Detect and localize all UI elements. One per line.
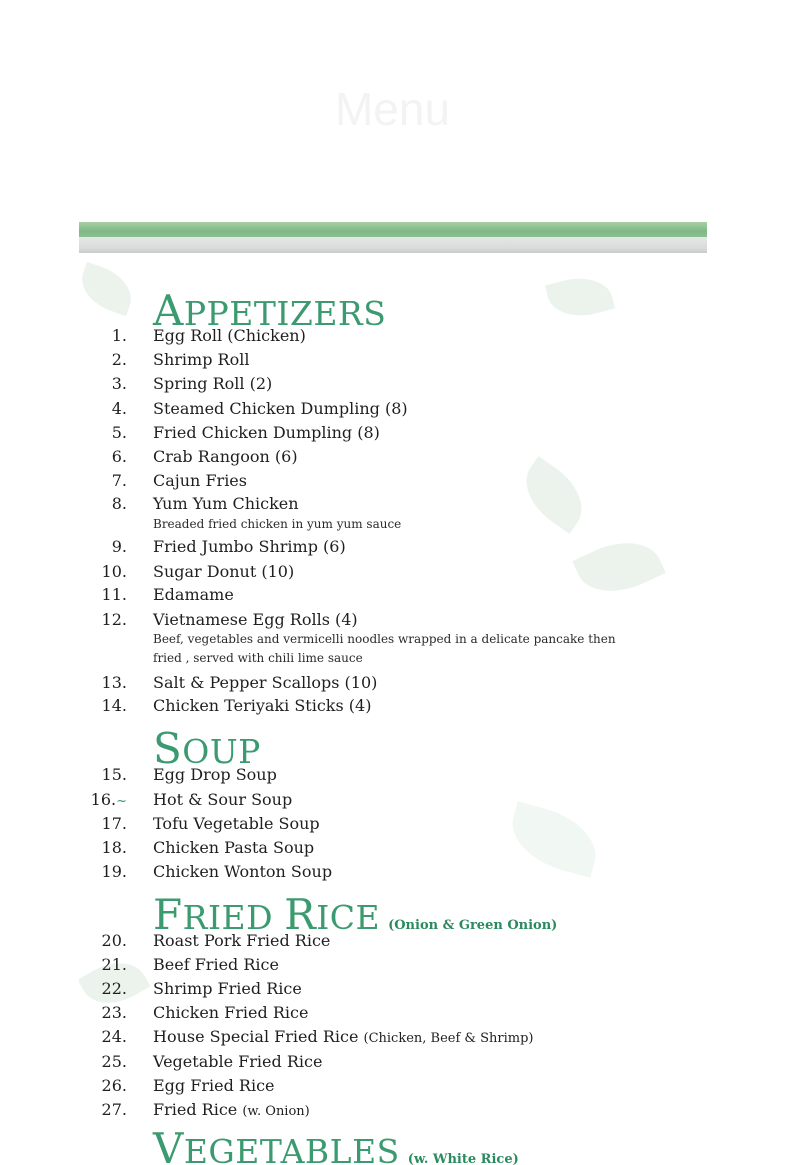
section-title-appetizers: APPETIZERS bbox=[153, 286, 387, 335]
list-item: 18. Chicken Pasta Soup bbox=[101, 838, 315, 857]
header-band-grey bbox=[79, 237, 707, 253]
list-item: 22. Shrimp Fried Rice bbox=[101, 979, 302, 998]
list-item: 1. Egg Roll (Chicken) bbox=[111, 326, 306, 345]
list-item: 24. House Special Fried Rice (Chicken, Beef & Shrimp) bbox=[101, 1027, 534, 1046]
leaf-decoration bbox=[545, 270, 615, 325]
list-item: 17. Tofu Vegetable Soup bbox=[101, 814, 320, 833]
leaf-decoration bbox=[79, 262, 139, 317]
list-item: 6. Crab Rangoon (6) bbox=[111, 447, 298, 466]
list-item: 13. Salt & Pepper Scallops (10) bbox=[101, 673, 378, 692]
list-item: 21. Beef Fried Rice bbox=[101, 955, 279, 974]
item-description: fried , served with chili lime sauce bbox=[153, 651, 363, 665]
section-note: (Onion & Green Onion) bbox=[388, 918, 558, 933]
item-note: (w. Onion) bbox=[242, 1104, 310, 1119]
list-item: 5. Fried Chicken Dumpling (8) bbox=[111, 423, 380, 442]
list-item: 26. Egg Fried Rice bbox=[101, 1076, 275, 1095]
list-item: 4. Steamed Chicken Dumpling (8) bbox=[111, 399, 408, 418]
section-title-vegetables: VEGETABLES (w. White Rice) bbox=[153, 1124, 519, 1165]
menu-sheet bbox=[79, 222, 707, 1165]
list-item: 19. Chicken Wonton Soup bbox=[101, 862, 333, 881]
section-title-soup: SOUP bbox=[153, 724, 261, 773]
list-item: 20. Roast Pork Fried Rice bbox=[101, 931, 331, 950]
item-description: Beef, vegetables and vermicelli noodles wrapped in a delicate pancake then bbox=[153, 632, 616, 646]
item-note: (Chicken, Beef & Shrimp) bbox=[363, 1031, 534, 1046]
pepper-icon: ~ bbox=[116, 794, 127, 809]
list-item: 23. Chicken Fried Rice bbox=[101, 1003, 309, 1022]
page-heading: Menu bbox=[334, 83, 451, 135]
list-item: 15. Egg Drop Soup bbox=[101, 765, 277, 784]
list-item: 25. Vegetable Fried Rice bbox=[101, 1052, 323, 1071]
header-band-green bbox=[79, 222, 707, 237]
list-item: 8. Yum Yum Chicken bbox=[111, 494, 299, 513]
list-item: 16.~ Hot & Sour Soup bbox=[90, 790, 293, 809]
list-item: 12. Vietnamese Egg Rolls (4) bbox=[101, 610, 358, 629]
list-item: 27. Fried Rice (w. Onion) bbox=[101, 1100, 310, 1119]
item-description: Breaded fried chicken in yum yum sauce bbox=[153, 517, 402, 531]
list-item: 7. Cajun Fries bbox=[111, 471, 247, 490]
list-item: 2. Shrimp Roll bbox=[111, 350, 250, 369]
list-item: 9. Fried Jumbo Shrimp (6) bbox=[111, 537, 346, 556]
section-note: (w. White Rice) bbox=[407, 1152, 519, 1165]
list-item: 14. Chicken Teriyaki Sticks (4) bbox=[101, 696, 372, 715]
list-item: 3. Spring Roll (2) bbox=[111, 374, 273, 393]
section-title-fried-rice: FRIED RICE (Onion & Green Onion) bbox=[153, 890, 558, 939]
list-item: 11. Edamame bbox=[101, 585, 234, 604]
list-item: 10. Sugar Donut (10) bbox=[101, 562, 295, 581]
